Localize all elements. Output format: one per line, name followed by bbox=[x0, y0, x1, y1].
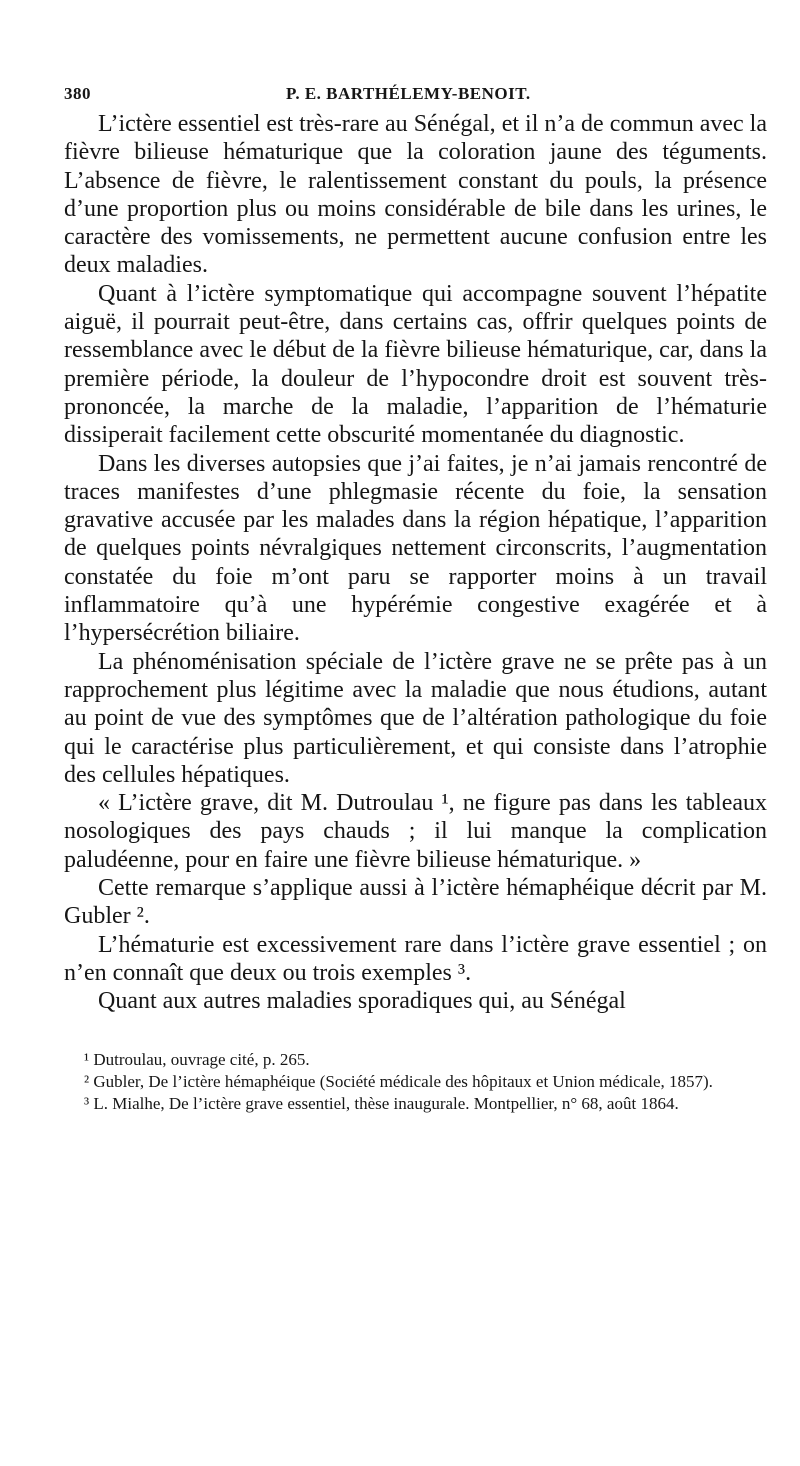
footnote: ³ L. Mialhe, De l’ictère grave essentiel, thèse inaugurale. Montpellier, n° 68, août 1864. bbox=[84, 1093, 679, 1113]
paragraph: « L’ictère grave, dit M. Dutroulau ¹, ne figure pas dans les tableaux nosologiques des pays chauds ; il lui manque la complication paludéenne, pour en faire une fièvre bilieuse hématurique. » bbox=[64, 790, 767, 873]
page bbox=[64, 80, 767, 1115]
page-number: 380 bbox=[64, 84, 91, 103]
footnotes bbox=[64, 1049, 767, 1115]
paragraph: Quant à l’ictère symptomatique qui accompagne souvent l’hépatite aiguë, il pourrait peut-être, dans certains cas, offrir quelques points de ressemblance avec le début de la fièvre bilieuse hématurique, car, dans la première période, la douleur de l’hypocondre droit est souvent très-prononcée, la marche de la maladie, l’apparition de l’hématurie dissiperait facilement cette obscurité momentanée du diagnostic. bbox=[64, 280, 767, 449]
paragraph: La phénoménisation spéciale de l’ictère grave ne se prête pas à un rapprochement plus légitime avec la maladie que nous étudions, autant au point de vue des symptômes que de l’altération pathologique du foie qui le caractérise plus particulièrement, et qui consiste dans l’atrophie des cellules hépatiques. bbox=[64, 648, 767, 788]
body-text bbox=[64, 110, 767, 1016]
paragraph: L’ictère essentiel est très-rare au Sénégal, et il n’a de commun avec la fièvre bilieuse hématurique que la coloration jaune des téguments. L’absence de fièvre, le ralentissement constant du pouls, la présence d’une proportion plus ou moins considérable de bile dans les urines, le caractère des vomissements, ne permettent aucune confusion entre les deux maladies. bbox=[64, 111, 767, 279]
running-head bbox=[64, 80, 767, 110]
paragraph: L’hématurie est excessivement rare dans l’ictère grave essentiel ; on n’en connaît que deux ou trois exemples ³. bbox=[64, 931, 767, 986]
paragraph: Cette remarque s’applique aussi à l’ictère hémaphéique décrit par M. Gubler ². bbox=[64, 875, 767, 930]
paragraph: Quant aux autres maladies sporadiques qui, au Sénégal bbox=[98, 988, 626, 1015]
paragraph: Dans les diverses autopsies que j’ai faites, je n’ai jamais rencontré de traces manifestes d’une phlegmasie récente du foie, la sensation gravative accusée par les malades dans la région hépatique, l’apparition de quelques points névralgiques nettement circonscrits, l’augmentation constatée du foie m’ont paru se rapporter moins à un travail inflammatoire qu’à une hypérémie congestive exagérée et à l’hypersécrétion biliaire. bbox=[64, 450, 767, 647]
footnote: ² Gubler, De l’ictère hémaphéique (Société médicale des hôpitaux et Union médicale, 1857). bbox=[84, 1071, 713, 1091]
footnote: ¹ Dutroulau, ouvrage cité, p. 265. bbox=[84, 1049, 310, 1069]
running-title: P. E. BARTHÉLEMY-BENOIT. bbox=[286, 84, 531, 103]
